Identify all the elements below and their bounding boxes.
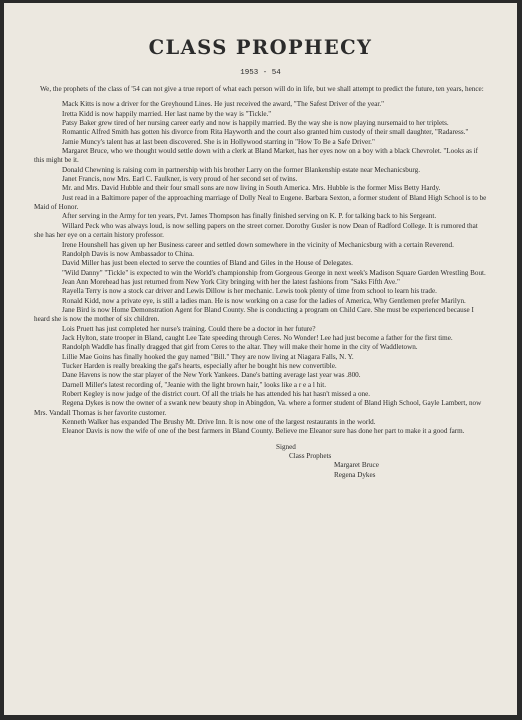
prophecy-paragraph: "Wild Danny" "Tickle" is expected to win the World's championship from Gorgeous George in next week's Madison Square Garden Wrestling Bout.	[62, 268, 486, 277]
prophecy-paragraph: Jamie Muncy's talent has at last been discovered. She is in Hollywood starring in "How To Be a Safe Driver."	[62, 137, 375, 146]
signature-name: Margaret Bruce	[334, 461, 379, 470]
intro-paragraph: We, the prophets of the class of '54 can not give a true report of what each person will do in life, but we shall attempt to predict the future, ten years, hence:	[40, 85, 484, 93]
signature-role: Class Prophets	[289, 452, 332, 461]
prophecy-paragraph: Ronald Kidd, now a private eye, is still a ladies man. He is now working on a case for the ladies of America, Why Gentlemen prefer Marilyn.	[62, 296, 466, 305]
prophecy-paragraph: Jean Ann Morehead has just returned from New York City bringing with her the latest fashions from "Saks Fifth Ave."	[62, 277, 400, 286]
signature-name: Regena Dykes	[334, 470, 376, 479]
prophecy-list	[34, 100, 487, 436]
prophecy-paragraph: Margaret Bruce, who we thought would settle down with a clerk at Bland Market, has her eyes now on a boy with a black Chevrolet. "Looks as if this might be it.	[34, 147, 479, 165]
school-year: 1953 - 54	[240, 69, 281, 77]
prophecy-body	[34, 85, 487, 437]
prophecy-paragraph: Randolph Waddle has finally dragged that girl from Ceres to the altar. They will make their home in the city of Waddletown.	[62, 343, 418, 352]
prophecy-paragraph: Robert Kegley is now judge of the district court. Of all the trials he has attended his hat hasn't missed a one.	[62, 390, 371, 398]
prophecy-paragraph: Romantic Alfred Smith has gotten his divorce from Rita Hayworth and the court also granted him custody of their small daughter, "Radaress."	[62, 128, 469, 137]
prophecy-paragraph: Irene Hounshell has given up her Business career and settled down somewhere in the vicinity of Mechanicsburg with a certain Reverend.	[62, 240, 454, 249]
signature-block	[34, 443, 487, 480]
prophecy-paragraph: Mack Kitts is now a driver for the Greyhound Lines. He just received the award, "The Safest Driver of the year."	[62, 100, 385, 109]
prophecy-paragraph: Darnell Miller's latest recording of, "Jeanie with the light brown hair," looks like a r e a l hit.	[62, 380, 327, 389]
prophecy-paragraph: Kenneth Walker has expanded The Brushy Mt. Drive Inn. It is now one of the largest restaurants in the world.	[62, 418, 376, 427]
prophecy-paragraph: After serving in the Army for ten years, Pvt. James Thompson has finally finished serving on K. P. for talking back to his Sergeant.	[62, 212, 437, 221]
prophecy-paragraph: Mr. and Mrs. David Hubble and their four small sons are now living in South America. Mrs. Hubble is the former Miss Betty Hardy.	[62, 184, 441, 193]
prophecy-paragraph: Lillie Mae Goins has finally hooked the guy named "Bill." They are now living at Niagara Falls, N. Y.	[62, 352, 354, 361]
document-page	[4, 3, 517, 715]
prophecy-paragraph: Donald Chewning is raising corn in partnership with his brother Larry on the former Blankenship estate near Mechanicsburg.	[62, 165, 420, 174]
prophecy-paragraph: Regena Dykes is now the owner of a swank new beauty shop in Abingdon, Va. where a former student of Bland High School, Gayle Lambert, now Mrs. Vandall Thomas is her favorite customer.	[34, 399, 482, 417]
prophecy-paragraph: Janet Francis, now Mrs. Earl C. Faulkner, is very proud of her second set of twins.	[62, 175, 298, 184]
prophecy-paragraph: Lois Pruett has just completed her nurse's training. Could there be a doctor in her future?	[62, 324, 316, 333]
prophecy-paragraph: Iretta Kidd is now happily married. Her last name by the way is "Tickle."	[62, 109, 272, 118]
prophecy-paragraph: Eleanor Davis is now the wife of one of the best farmers in Bland County. Believe me Eleanor sure has done her part to make it a good farm.	[62, 427, 465, 436]
prophecy-paragraph: Jane Bird is now Home Demonstration Agent for Bland County. She is conducting a program on Child Care. She must be experienced because I heard she is now the mother of six children.	[34, 305, 474, 324]
signed-label: Signed	[276, 442, 296, 451]
prophecy-paragraph: Tucker Harden is really breaking the gal's hearts, especially after he bought his new convertible.	[62, 361, 337, 370]
prophecy-paragraph: Rayella Terry is now a stock car driver and Lewis Dillow is her mechanic. Lewis took plenty of time from school to learn his trade.	[62, 287, 437, 296]
prophecy-paragraph: David Miller has just been elected to serve the counties of Bland and Giles in the House of Delegates.	[62, 259, 353, 268]
page-title: CLASS PROPHECY	[148, 36, 373, 59]
prophecy-paragraph: Jack Hylton, state trooper in Bland, caught Lee Tate speeding through Ceres. No Wonder! Lee had just become a father for the first time.	[62, 333, 453, 342]
prophecy-paragraph: Willard Peck who was always loud, is now selling papers on the street corner. Dorothy Gusler is now Dean of Radford College. It is rumored that she has her eye on a certain history professor.	[34, 221, 478, 240]
prophecy-paragraph: Patsy Baker grew tired of her nursing career early and now is happily married. By the way she is now playing nursemaid to her triplets.	[62, 119, 449, 128]
prophecy-paragraph: Randolph Davis is now Ambassador to China.	[62, 249, 194, 258]
prophecy-paragraph: Dane Havens is now the star player of the New York Yankees. Dane's batting average last year was .800.	[62, 371, 361, 380]
prophecy-paragraph: Just read in a Baltimore paper of the approaching marriage of Dolly Neal to Eugene. Barbara Sexton, a former student of Bland High School is to be Maid of Honor.	[34, 193, 487, 212]
